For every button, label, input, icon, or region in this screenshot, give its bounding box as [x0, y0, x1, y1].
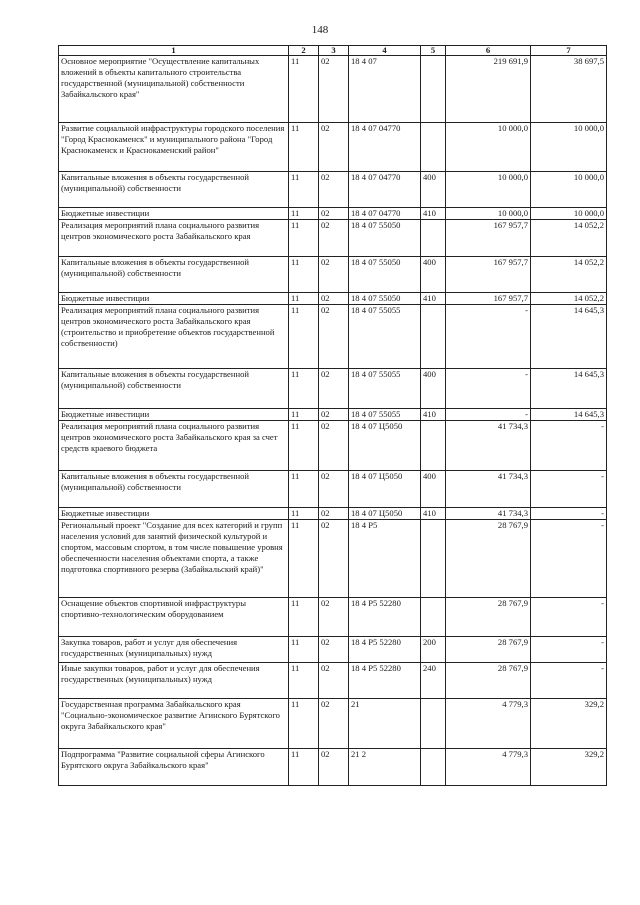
row-subsection: 02 — [319, 123, 349, 172]
row-amount-year-1: - — [446, 369, 531, 409]
table-row — [59, 172, 607, 208]
row-name: Бюджетные инвестиции — [59, 208, 289, 220]
row-expense-type: 410 — [421, 208, 446, 220]
row-name: Бюджетные инвестиции — [59, 508, 289, 520]
row-subsection: 02 — [319, 369, 349, 409]
row-subsection: 02 — [319, 663, 349, 699]
row-name: Бюджетные инвестиции — [59, 293, 289, 305]
row-target-article: 18 4 07 55055 — [349, 369, 421, 409]
table-row — [59, 520, 607, 598]
row-section: 11 — [289, 305, 319, 369]
row-subsection: 02 — [319, 471, 349, 508]
row-amount-year-1: 28 767,9 — [446, 598, 531, 637]
row-name: Реализация мероприятий плана социального развития центров экономического роста Забайкальского края — [59, 220, 289, 257]
row-expense-type: 410 — [421, 409, 446, 421]
row-name: Оснащение объектов спортивной инфраструктуры спортивно-технологическим оборудованием — [59, 598, 289, 637]
page-number: 148 — [311, 24, 329, 36]
row-target-article: 18 4 07 04770 — [349, 123, 421, 172]
row-amount-year-1: 167 957,7 — [446, 293, 531, 305]
table-row — [59, 257, 607, 293]
row-amount-year-1: 41 734,3 — [446, 471, 531, 508]
row-section: 11 — [289, 172, 319, 208]
row-amount-year-2: 10 000,0 — [531, 208, 607, 220]
row-subsection: 02 — [319, 220, 349, 257]
row-amount-year-1: 10 000,0 — [446, 208, 531, 220]
row-subsection: 02 — [319, 409, 349, 421]
row-amount-year-2: - — [531, 421, 607, 471]
row-amount-year-2: - — [531, 471, 607, 508]
row-name: Реализация мероприятий плана социального развития центров экономического роста Забайкальского края за счет средств краевого бюджета — [59, 421, 289, 471]
row-amount-year-2: - — [531, 598, 607, 637]
row-subsection: 02 — [319, 699, 349, 749]
row-expense-type — [421, 598, 446, 637]
row-subsection: 02 — [319, 293, 349, 305]
row-subsection: 02 — [319, 305, 349, 369]
row-amount-year-2: 14 052,2 — [531, 220, 607, 257]
row-target-article: 18 4 07 Ц5050 — [349, 471, 421, 508]
row-name: Государственная программа Забайкальского края "Социально-экономическое развитие Агинского Бурятского округа Забайкальского края" — [59, 699, 289, 749]
row-name: Основное мероприятие "Осуществление капитальных вложений в объекты капитального строительства государственной (муниципальной) собственности Забайкальского края" — [59, 56, 289, 123]
row-amount-year-2: 329,2 — [531, 699, 607, 749]
table-row — [59, 409, 607, 421]
row-expense-type: 410 — [421, 293, 446, 305]
table-row — [59, 208, 607, 220]
row-target-article: 18 4 07 04770 — [349, 172, 421, 208]
row-section: 11 — [289, 208, 319, 220]
table-row — [59, 421, 607, 471]
row-amount-year-2: 14 052,2 — [531, 293, 607, 305]
row-subsection: 02 — [319, 749, 349, 786]
row-target-article: 18 4 07 55050 — [349, 257, 421, 293]
row-expense-type — [421, 123, 446, 172]
header-col-4: 4 — [349, 46, 421, 56]
row-section: 11 — [289, 56, 319, 123]
row-expense-type — [421, 520, 446, 598]
row-section: 11 — [289, 749, 319, 786]
row-amount-year-2: 14 645,3 — [531, 409, 607, 421]
row-target-article: 18 4 P5 — [349, 520, 421, 598]
table-row — [59, 637, 607, 663]
row-name: Иные закупки товаров, работ и услуг для обеспечения государственных (муниципальных) нужд — [59, 663, 289, 699]
row-expense-type: 200 — [421, 637, 446, 663]
row-amount-year-2: - — [531, 520, 607, 598]
table-row — [59, 293, 607, 305]
row-name: Реализация мероприятий плана социального развития центров экономического роста Забайкальского края (строительство и приобретение объектов государственной собственности) — [59, 305, 289, 369]
row-subsection: 02 — [319, 172, 349, 208]
header-row — [59, 46, 607, 56]
row-section: 11 — [289, 293, 319, 305]
row-section: 11 — [289, 421, 319, 471]
table-row — [59, 369, 607, 409]
row-section: 11 — [289, 699, 319, 749]
header-col-1: 1 — [59, 46, 289, 56]
row-expense-type — [421, 305, 446, 369]
row-amount-year-2: 14 645,3 — [531, 369, 607, 409]
row-target-article: 18 4 07 55055 — [349, 305, 421, 369]
row-expense-type: 400 — [421, 369, 446, 409]
row-amount-year-2: 10 000,0 — [531, 172, 607, 208]
row-name: Капитальные вложения в объекты государственной (муниципальной) собственности — [59, 471, 289, 508]
row-amount-year-1: 219 691,9 — [446, 56, 531, 123]
table-row — [59, 699, 607, 749]
row-target-article: 18 4 P5 52280 — [349, 637, 421, 663]
row-section: 11 — [289, 220, 319, 257]
row-amount-year-2: - — [531, 663, 607, 699]
row-target-article: 18 4 07 Ц5050 — [349, 421, 421, 471]
row-amount-year-1: 41 734,3 — [446, 421, 531, 471]
row-expense-type — [421, 699, 446, 749]
row-section: 11 — [289, 369, 319, 409]
row-section: 11 — [289, 663, 319, 699]
table-row — [59, 663, 607, 699]
row-expense-type: 400 — [421, 471, 446, 508]
row-name: Капитальные вложения в объекты государственной (муниципальной) собственности — [59, 172, 289, 208]
row-target-article: 18 4 P5 52280 — [349, 598, 421, 637]
table-row — [59, 220, 607, 257]
row-amount-year-1: - — [446, 305, 531, 369]
row-expense-type: 400 — [421, 172, 446, 208]
row-subsection: 02 — [319, 598, 349, 637]
row-expense-type: 400 — [421, 257, 446, 293]
row-subsection: 02 — [319, 421, 349, 471]
row-target-article: 21 2 — [349, 749, 421, 786]
row-section: 11 — [289, 409, 319, 421]
row-section: 11 — [289, 471, 319, 508]
row-target-article: 18 4 07 Ц5050 — [349, 508, 421, 520]
row-section: 11 — [289, 598, 319, 637]
row-amount-year-1: 28 767,9 — [446, 520, 531, 598]
row-section: 11 — [289, 520, 319, 598]
row-amount-year-1: 28 767,9 — [446, 637, 531, 663]
row-expense-type: 240 — [421, 663, 446, 699]
row-amount-year-1: 41 734,3 — [446, 508, 531, 520]
row-target-article: 18 4 07 04770 — [349, 208, 421, 220]
row-section: 11 — [289, 508, 319, 520]
row-amount-year-1: 10 000,0 — [446, 172, 531, 208]
row-name: Бюджетные инвестиции — [59, 409, 289, 421]
row-amount-year-1: 4 779,3 — [446, 699, 531, 749]
row-amount-year-1: 28 767,9 — [446, 663, 531, 699]
row-target-article: 18 4 P5 52280 — [349, 663, 421, 699]
row-target-article: 18 4 07 — [349, 56, 421, 123]
row-name: Развитие социальной инфраструктуры городского поселения "Город Краснокаменск" и муниципального района "Город Краснокаменск и Краснокаменский район" — [59, 123, 289, 172]
row-amount-year-2: 14 645,3 — [531, 305, 607, 369]
row-section: 11 — [289, 257, 319, 293]
table-row — [59, 598, 607, 637]
row-name: Капитальные вложения в объекты государственной (муниципальной) собственности — [59, 257, 289, 293]
row-amount-year-1: 167 957,7 — [446, 220, 531, 257]
row-amount-year-2: 10 000,0 — [531, 123, 607, 172]
table-row — [59, 471, 607, 508]
row-subsection: 02 — [319, 208, 349, 220]
row-section: 11 — [289, 637, 319, 663]
row-subsection: 02 — [319, 637, 349, 663]
header-col-2: 2 — [289, 46, 319, 56]
row-target-article: 18 4 07 55050 — [349, 293, 421, 305]
row-subsection: 02 — [319, 508, 349, 520]
row-name: Региональный проект "Создание для всех категорий и групп населения условий для занятий физической культурой и спортом, массовым спортом, в том числе повышение уровня обеспеченности населения объектами спорта, а также подготовка спортивного резерва (Забайкальский край)" — [59, 520, 289, 598]
row-expense-type: 410 — [421, 508, 446, 520]
row-expense-type — [421, 220, 446, 257]
row-target-article: 21 — [349, 699, 421, 749]
header-col-5: 5 — [421, 46, 446, 56]
row-subsection: 02 — [319, 520, 349, 598]
budget-table — [58, 45, 607, 786]
table-row — [59, 508, 607, 520]
row-subsection: 02 — [319, 56, 349, 123]
row-amount-year-2: 14 052,2 — [531, 257, 607, 293]
header-col-3: 3 — [319, 46, 349, 56]
table-row — [59, 56, 607, 123]
row-name: Подпрограмма "Развитие социальной сферы Агинского Бурятского округа Забайкальского края" — [59, 749, 289, 786]
row-expense-type — [421, 749, 446, 786]
row-subsection: 02 — [319, 257, 349, 293]
row-target-article: 18 4 07 55055 — [349, 409, 421, 421]
table-row — [59, 749, 607, 786]
row-name: Капитальные вложения в объекты государственной (муниципальной) собственности — [59, 369, 289, 409]
row-expense-type — [421, 56, 446, 123]
row-name: Закупка товаров, работ и услуг для обеспечения государственных (муниципальных) нужд — [59, 637, 289, 663]
row-amount-year-2: - — [531, 637, 607, 663]
row-amount-year-1: 4 779,3 — [446, 749, 531, 786]
row-amount-year-2: - — [531, 508, 607, 520]
table-row — [59, 305, 607, 369]
row-target-article: 18 4 07 55050 — [349, 220, 421, 257]
row-amount-year-1: - — [446, 409, 531, 421]
row-amount-year-2: 38 697,5 — [531, 56, 607, 123]
header-col-7: 7 — [531, 46, 607, 56]
header-col-6: 6 — [446, 46, 531, 56]
row-amount-year-1: 10 000,0 — [446, 123, 531, 172]
table-row — [59, 123, 607, 172]
row-section: 11 — [289, 123, 319, 172]
row-amount-year-2: 329,2 — [531, 749, 607, 786]
row-amount-year-1: 167 957,7 — [446, 257, 531, 293]
row-expense-type — [421, 421, 446, 471]
